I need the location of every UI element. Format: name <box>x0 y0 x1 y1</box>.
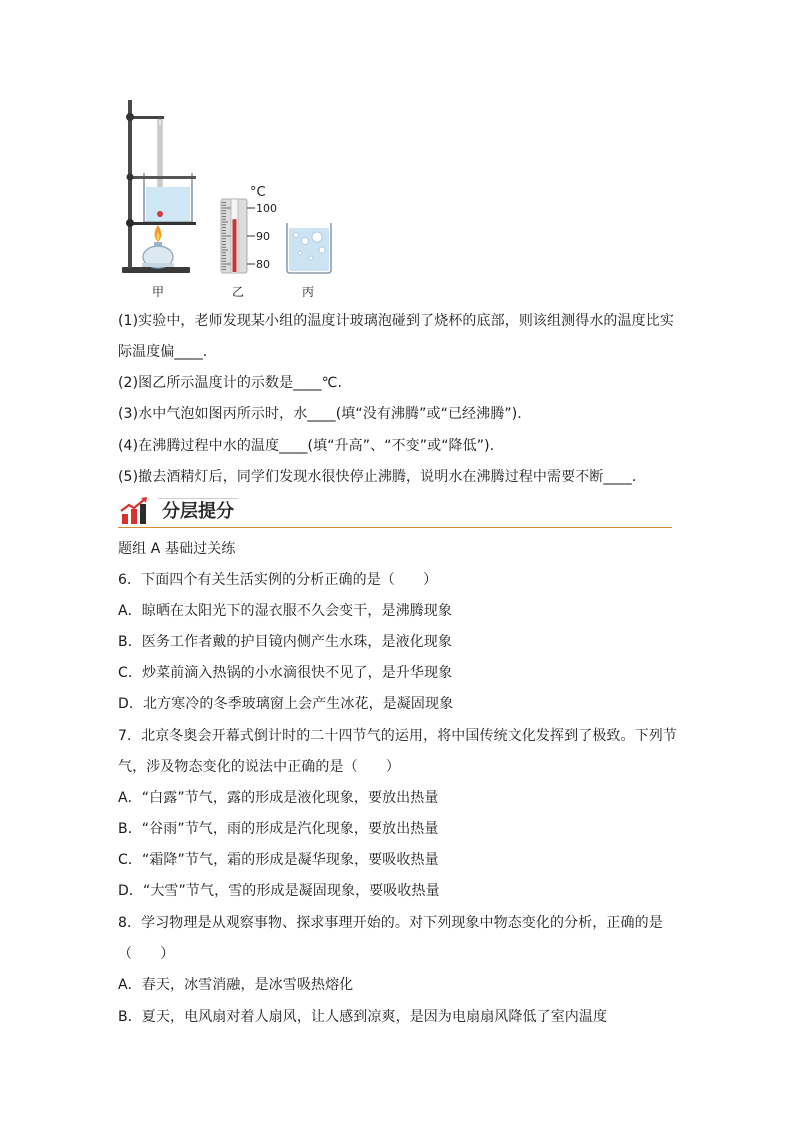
question-7-stem-line-1: 7．北京冬奥会开幕式倒计时的二十四节气的运用，将中国传统文化发挥到了极致。下列节 <box>118 728 677 744</box>
question-7-option-b: B．“谷雨”节气，雨的形成是汽化现象，要放出热量 <box>118 821 439 837</box>
thermometer-bulb <box>157 211 163 217</box>
bubble <box>312 232 322 242</box>
experiment-item-5: (5)撤去酒精灯后，同学们发现水很快停止沸腾，说明水在沸腾过程中需要不断____. <box>118 469 637 485</box>
question-7-stem-line-2: 气，涉及物态变化的说法中正确的是（ ） <box>118 759 400 775</box>
group-title: 题组 A 基础过关练 <box>118 541 236 557</box>
stand-rod <box>128 100 132 268</box>
question-7-option-d: D．“大雪”节气，雪的形成是凝固现象，要吸收热量 <box>118 883 440 899</box>
question-8-option-a: A．春天，冰雪消融，是冰雪吸热熔化 <box>118 977 354 993</box>
tick-label-90: 90 <box>256 230 270 243</box>
support-ring-knob <box>126 219 134 227</box>
bubble <box>298 251 302 255</box>
top-clamp-arm <box>130 116 164 119</box>
beaker-water <box>146 187 190 221</box>
top-clamp-knob <box>126 113 134 121</box>
question-8-option-b: B．夏天，电风扇对着人扇风，让人感到凉爽，是因为电扇扇风降低了室内温度 <box>118 1009 608 1025</box>
question-6-option-b: B．医务工作者戴的护目镜内侧产生水珠，是液化现象 <box>118 634 453 650</box>
question-7-option-a: A．“白露”节气，露的形成是液化现象，要放出热量 <box>118 790 439 806</box>
bubble <box>309 256 313 260</box>
experiment-item-2: (2)图乙所示温度计的示数是____℃. <box>118 375 343 391</box>
support-ring <box>130 222 196 225</box>
figure-label-a: 甲 <box>152 285 165 299</box>
bubble <box>302 238 309 245</box>
section-title: 分层提分 <box>158 498 238 525</box>
question-8-stem-line-1: 8．学习物理是从观察事物、探求事理开始的。对下列现象中物态变化的分析，正确的是 <box>118 915 663 931</box>
thermometer-liquid-column <box>233 219 237 272</box>
beaker-with-bubbles <box>287 223 331 273</box>
experiment-item-3: (3)水中气泡如图丙所示时，水____(填“没有沸腾”或“已经沸腾”). <box>118 406 522 422</box>
lamp-base <box>142 263 174 267</box>
thermometer-unit: °C <box>250 185 266 200</box>
bubble <box>319 247 325 253</box>
thermometer-b <box>221 185 277 273</box>
question-6-option-c: C．炒菜前滴入热锅的小水滴很快不见了，是升华现象 <box>118 665 453 681</box>
experiment-item-4: (4)在沸腾过程中水的温度____(填“升高”、“不变”或“降低”). <box>118 438 495 454</box>
figure-label-c: 丙 <box>302 285 315 299</box>
bubble <box>294 233 299 238</box>
rising-bar-chart-icon <box>120 496 152 526</box>
question-6-stem: 6．下面四个有关生活实例的分析正确的是（ ） <box>118 572 438 588</box>
question-6-option-d: D．北方寒冷的冬季玻璃窗上会产生冰花，是凝固现象 <box>118 696 454 712</box>
beaker-clamp-ring <box>130 176 196 179</box>
boiling-apparatus <box>122 100 196 273</box>
beaker-clamp-knob <box>127 174 134 181</box>
experiment-item-1-line-1: (1)实验中，老师发现某小组的温度计玻璃泡碰到了烧杯的底部，则该组测得水的温度比实 <box>118 313 674 329</box>
experiment-figure <box>115 95 345 285</box>
section-divider <box>118 527 672 528</box>
experiment-item-1-line-2: 际温度偏____. <box>118 344 208 360</box>
question-8-stem-line-2: （ ） <box>118 946 175 962</box>
tick-label-80: 80 <box>256 258 270 271</box>
question-7-option-c: C．“霜降”节气，霜的形成是凝华现象，要吸收热量 <box>118 852 439 868</box>
figure-label-b: 乙 <box>232 285 245 299</box>
tick-label-100: 100 <box>256 202 277 215</box>
question-6-option-a: A．晾晒在太阳光下的湿衣服不久会变干，是沸腾现象 <box>118 603 452 619</box>
section-header <box>118 494 672 530</box>
